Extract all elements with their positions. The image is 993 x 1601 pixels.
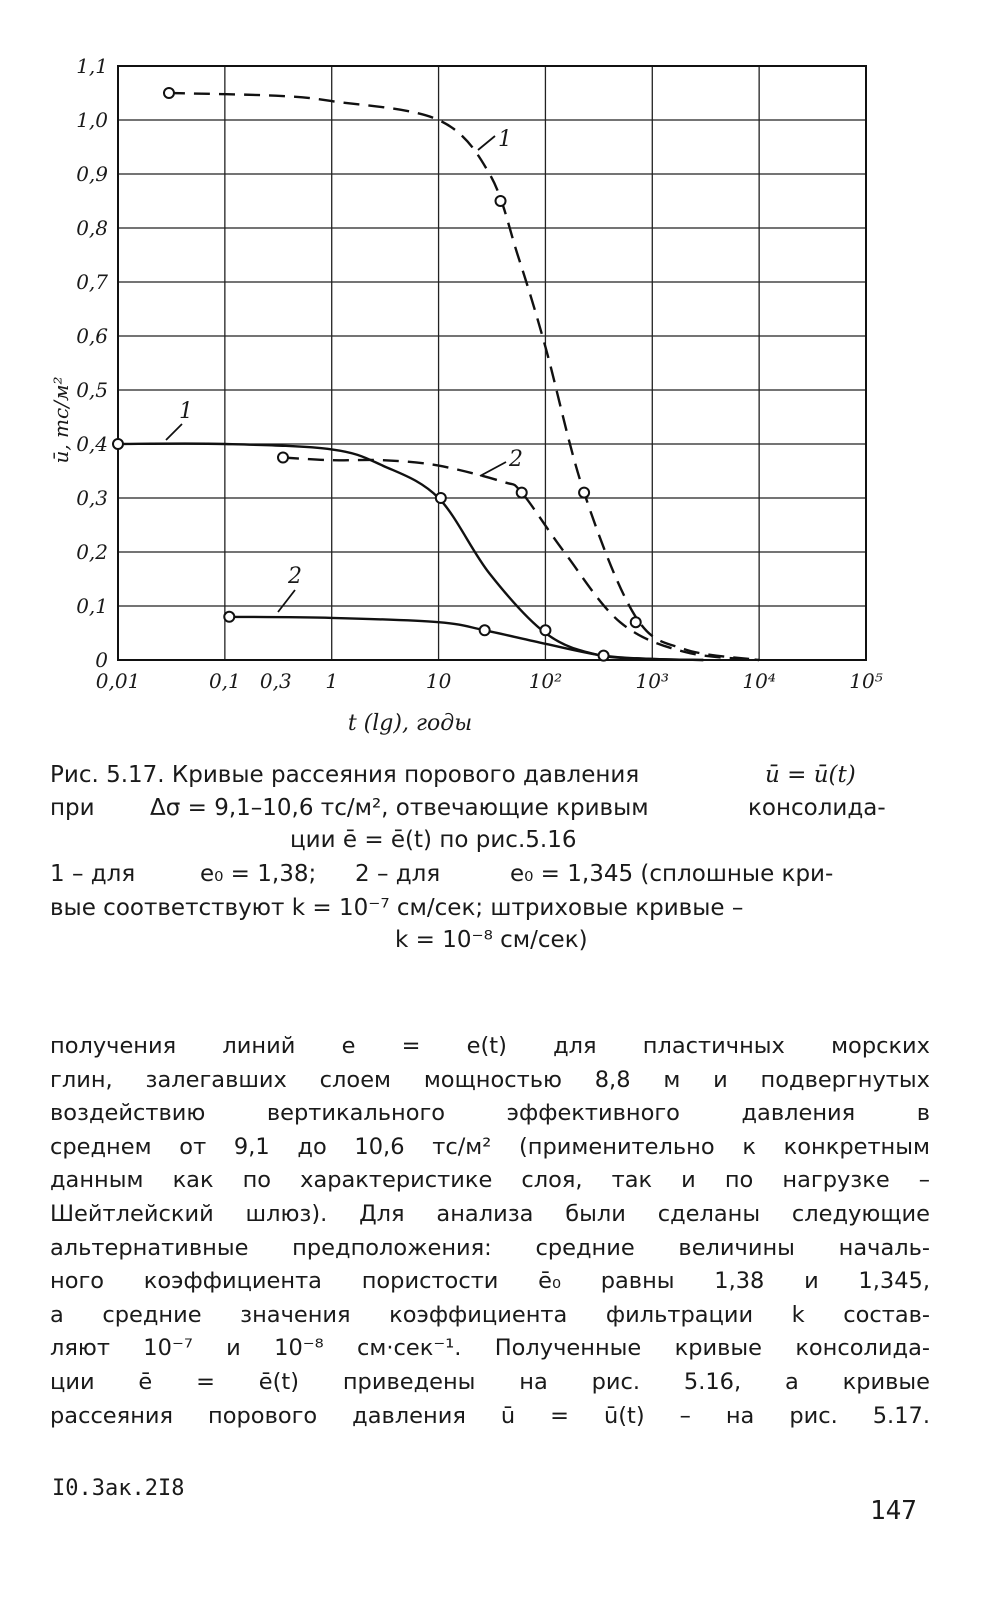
x-tick-label: 10² (528, 669, 563, 693)
x-tick-labels (96, 669, 883, 693)
body-line: воздействию вертикального эффективного давления в (50, 1100, 930, 1127)
plot-frame (118, 66, 866, 660)
x-tick-label: 10⁴ (742, 669, 776, 693)
series-label: 1 (179, 399, 193, 424)
body-line: альтернативные предположения: средние величины началь- (50, 1234, 930, 1261)
data-point-marker (224, 612, 234, 622)
page-number: 147 (870, 1496, 917, 1526)
y-tick-label: 0,4 (76, 432, 108, 456)
y-tick-label: 0,5 (76, 378, 108, 402)
caption-line-2-left: при (50, 795, 95, 821)
x-axis-label: t (lg), годы (347, 711, 473, 736)
caption-line-4c: 2 – для (355, 861, 441, 887)
body-line: среднем от 9,1 до 10,6 тс/м² (применительно к конкретным (50, 1133, 930, 1160)
print-order-note: I0.Зак.2I8 (52, 1476, 185, 1501)
y-axis-label: ū, тс/м² (49, 376, 73, 464)
series-label-leader (480, 462, 506, 476)
series-labels (166, 127, 523, 612)
x-tick-label: 10³ (635, 669, 670, 693)
caption-line-2-right: консолида- (748, 795, 886, 821)
data-point-marker (436, 493, 446, 503)
caption-line-2-mid: Δσ = 9,1–10,6 тс/м², отвечающие кривым (150, 795, 649, 821)
body-line: рассеяния порового давления ū = ū(t) – на рис. 5.17. (50, 1402, 930, 1429)
data-point-marker (631, 617, 641, 627)
series-label-leader (278, 590, 295, 612)
body-line: ного коэффициента пористости ē₀ равны 1,38 и 1,345, (50, 1268, 930, 1295)
series-label: 1 (498, 127, 512, 152)
x-tick-label: 1 (325, 669, 339, 693)
series-label: 2 (288, 564, 302, 589)
y-tick-label: 0,3 (76, 486, 108, 510)
data-point-marker (278, 453, 288, 463)
data-point-marker (579, 488, 589, 498)
x-tick-label: 0,3 (259, 669, 292, 693)
caption-line-4d: e₀ = 1,345 (сплошные кри- (510, 861, 834, 887)
series-line-dashed-1 (169, 93, 759, 660)
body-line: данным как по характеристике слоя, так и по нагрузке – (50, 1167, 930, 1194)
body-line: глин, залегавших слоем мощностью 8,8 м и подвергнутых (50, 1066, 930, 1093)
y-tick-label: 0 (95, 648, 108, 672)
data-point-marker (164, 88, 174, 98)
caption-line-3: ции ē = ē(t) по рис.5.16 (290, 827, 577, 853)
data-point-marker (517, 488, 527, 498)
body-paragraph (50, 1030, 930, 1433)
series-label: 2 (509, 447, 523, 472)
caption-line-1-left: Рис. 5.17. Кривые рассеяния порового давления (50, 762, 640, 788)
data-point-marker (113, 439, 123, 449)
body-line: ции ē = ē(t) приведены на рис. 5.16, а кривые (50, 1368, 930, 1395)
caption-line-4a: 1 – для (50, 861, 136, 887)
body-line: Шейтлейский шлюз). Для анализа были сделаны следующие (50, 1200, 930, 1227)
data-point-marker (496, 196, 506, 206)
x-tick-label: 10 (425, 669, 452, 693)
series-label-leader (166, 424, 182, 440)
consolidation-chart (0, 0, 993, 760)
x-tick-label: 0,01 (95, 669, 141, 693)
body-line: ляют 10⁻⁷ и 10⁻⁸ см·сек⁻¹. Полученные кривые консолида- (50, 1335, 930, 1362)
chart-grid (118, 66, 866, 660)
caption-line-5: вые соответствуют k = 10⁻⁷ см/сек; штриховые кривые – (50, 895, 744, 921)
chart-axes (118, 66, 866, 660)
data-point-marker (599, 651, 609, 661)
y-tick-label: 0,7 (76, 270, 108, 294)
x-tick-label: 10⁵ (849, 669, 883, 693)
caption-line-1-formula: ū = ū(t) (765, 762, 856, 788)
data-point-marker (540, 625, 550, 635)
y-tick-label: 0,8 (76, 216, 108, 240)
data-point-marker (480, 625, 490, 635)
series-label-leader (478, 136, 495, 150)
y-tick-label: 0,1 (76, 594, 108, 618)
y-tick-label: 0,6 (76, 324, 108, 348)
y-tick-label: 0,9 (76, 162, 108, 186)
y-tick-label: 0,2 (76, 540, 108, 564)
body-line: а средние значения коэффициента фильтрации k состав- (50, 1301, 930, 1328)
y-tick-label: 1,0 (76, 108, 108, 132)
y-tick-label: 1,1 (76, 54, 108, 78)
caption-line-4b: e₀ = 1,38; (200, 861, 317, 887)
y-tick-labels (76, 54, 108, 672)
body-line: получения линий e = e(t) для пластичных морских (50, 1033, 930, 1059)
x-tick-label: 0,1 (208, 669, 241, 693)
caption-line-6: k = 10⁻⁸ см/сек) (395, 927, 588, 953)
